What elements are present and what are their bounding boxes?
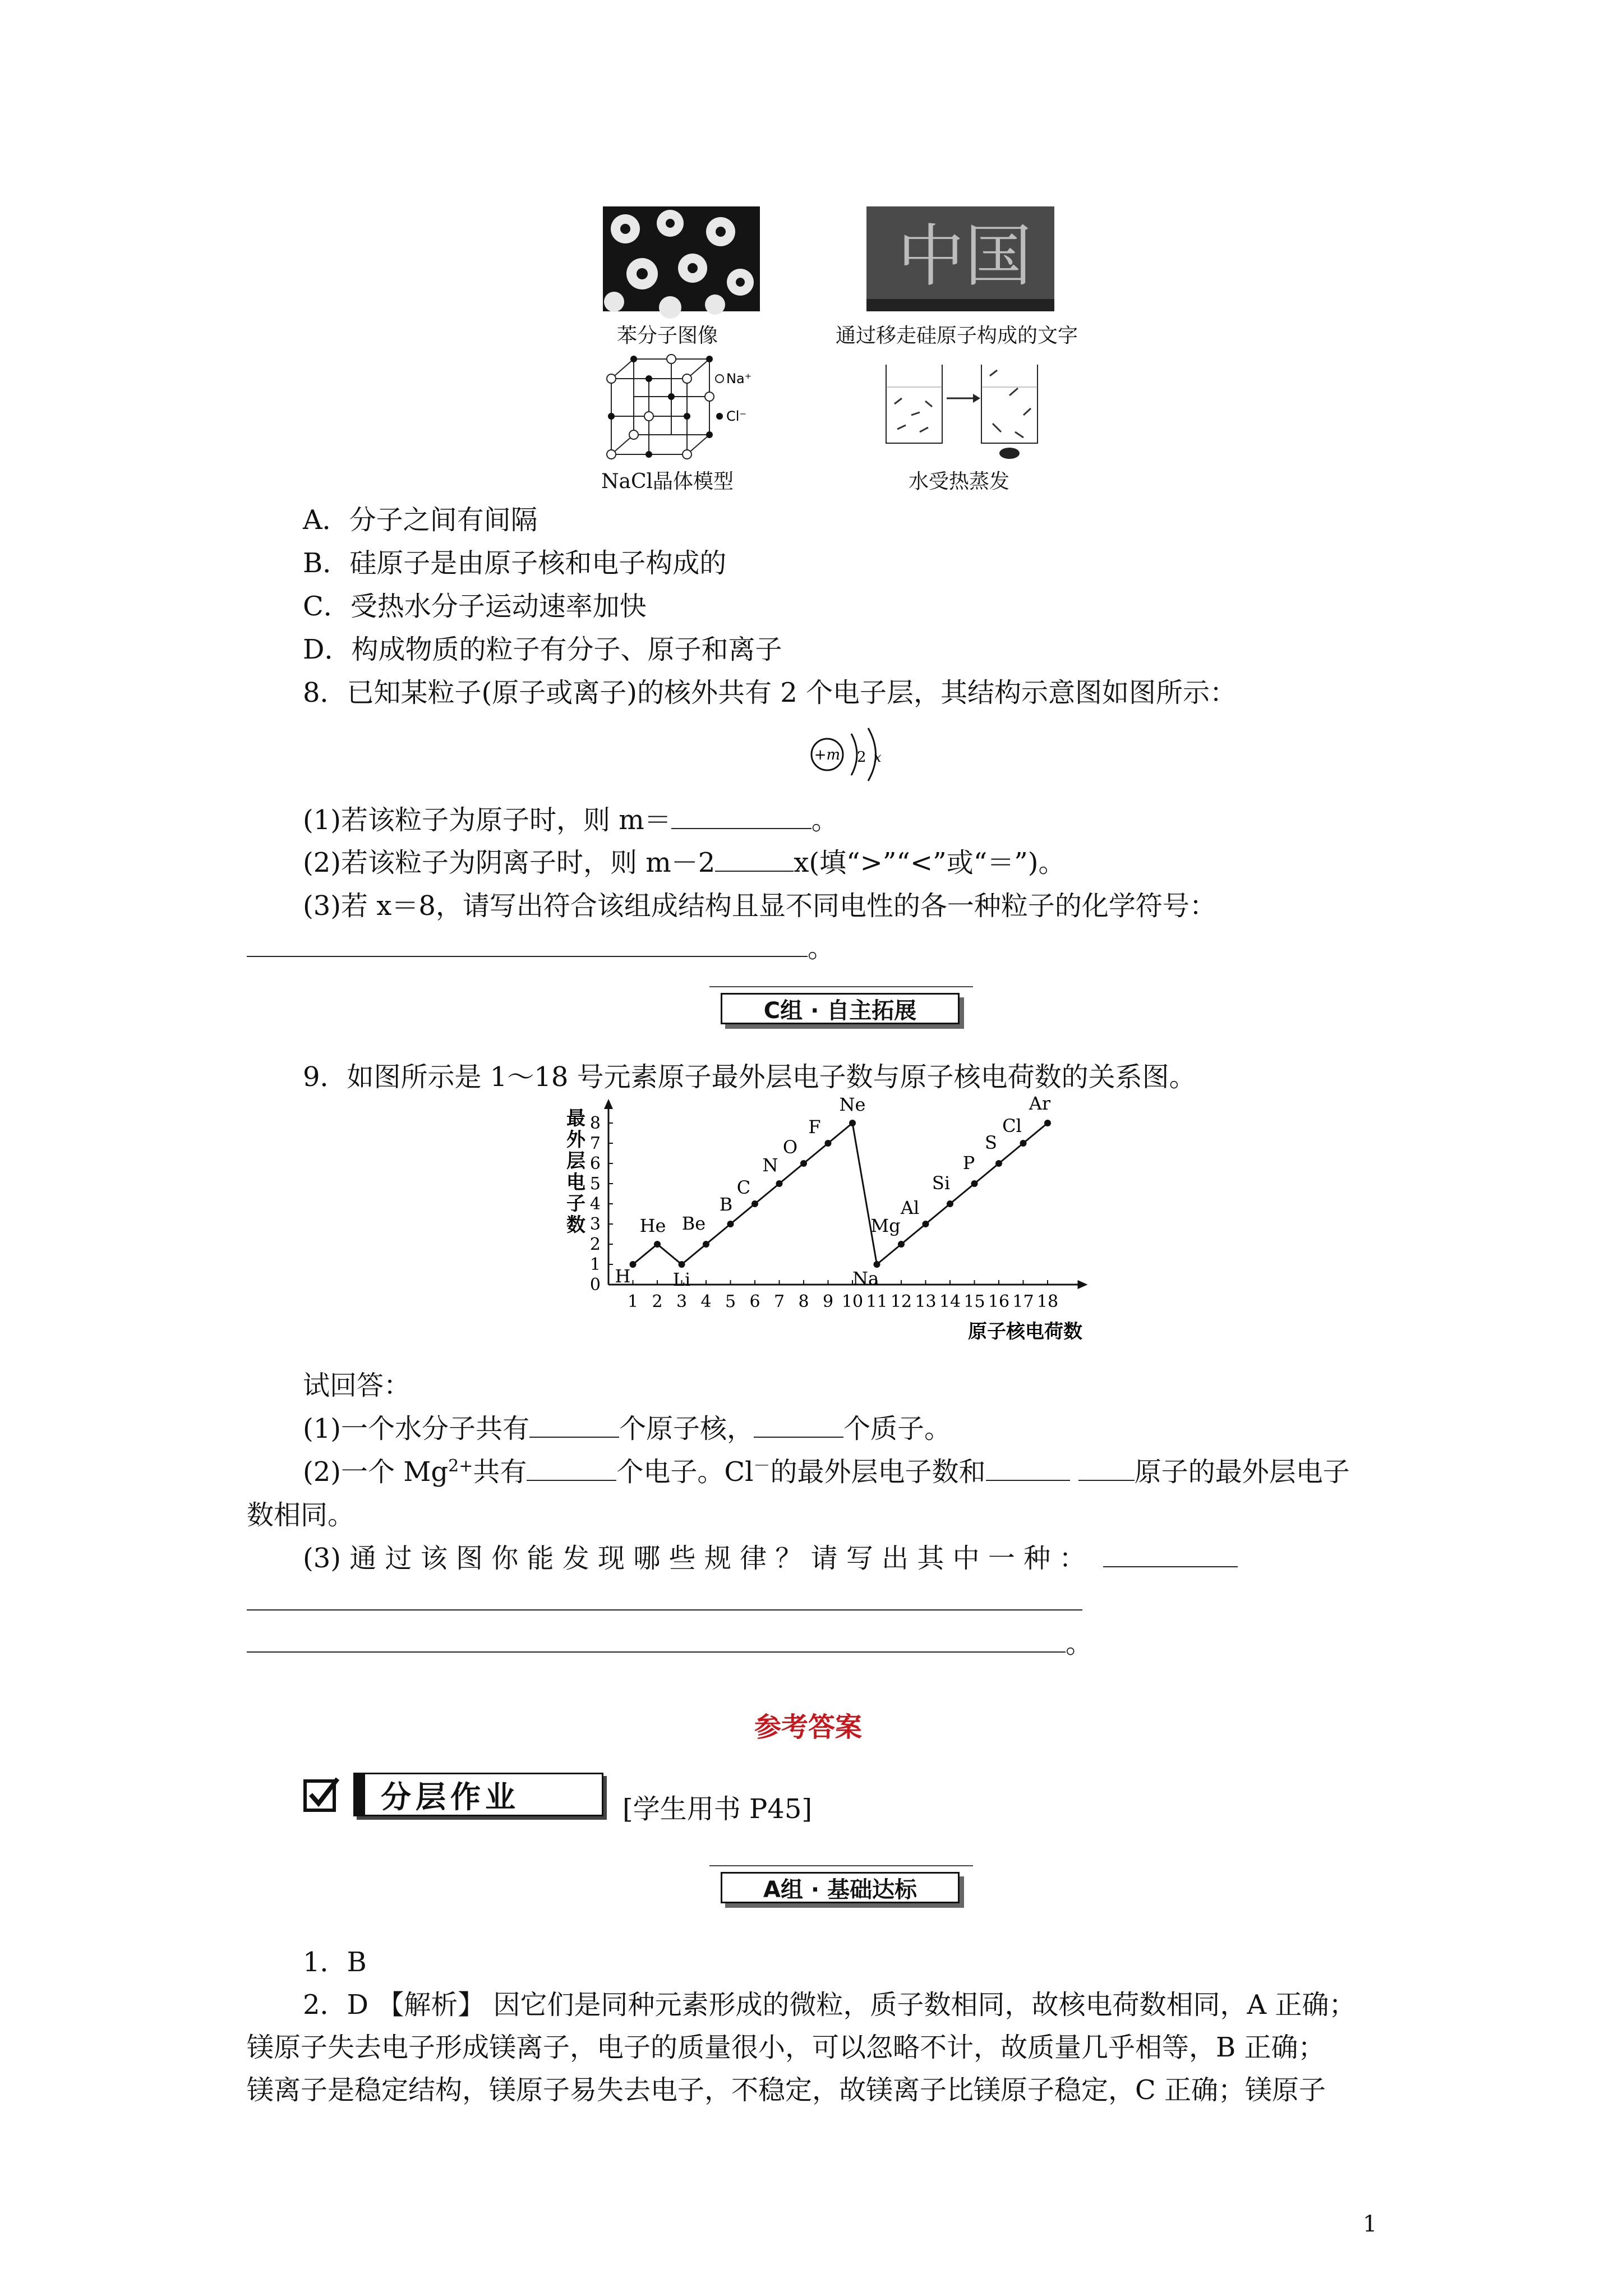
x-tick-label: 6: [749, 1292, 760, 1312]
x-axis-arrow: [1078, 1280, 1088, 1289]
svg-text:x: x: [874, 749, 882, 765]
point-na: [874, 1261, 880, 1268]
point-li: [679, 1261, 685, 1268]
q8-blank-1[interactable]: [671, 803, 811, 829]
y-tick-label: 1: [589, 1255, 601, 1274]
x-tick-label: 11: [866, 1292, 888, 1312]
q8-blank-2[interactable]: [715, 846, 794, 872]
x-tick-label: 17: [1012, 1292, 1034, 1312]
section-c-title: C组 · 自主拓展: [721, 993, 960, 1024]
point-p: [971, 1180, 978, 1187]
section-a-header: [709, 1865, 973, 1906]
answers-title: 参考答案: [754, 1711, 863, 1743]
chart-svg: [550, 1093, 1144, 1355]
svg-text:Cl⁻: Cl⁻: [726, 408, 747, 424]
q9-blank-8[interactable]: [247, 1627, 1066, 1653]
x-tick-label: 12: [890, 1292, 912, 1312]
label-s: S: [985, 1132, 997, 1153]
y-tick-label: 4: [589, 1194, 601, 1214]
page-number: 1: [1363, 2211, 1377, 2237]
q9-blank-6[interactable]: [1103, 1542, 1238, 1567]
label-he: He: [639, 1215, 666, 1236]
caption-silicon: 通过移走硅原子构成的文字: [836, 324, 1078, 347]
q9-blank-1[interactable]: [529, 1412, 619, 1438]
y-tick-label: 7: [589, 1134, 601, 1153]
q9-blank-2[interactable]: [754, 1412, 843, 1438]
label-mg: Mg: [870, 1215, 901, 1236]
x-tick-label: 14: [939, 1292, 961, 1312]
point-al: [923, 1221, 929, 1227]
y-tick-label: 6: [589, 1154, 601, 1174]
label-be: Be: [681, 1213, 706, 1234]
q8-part3: (3)若 x＝8，请写出符合该组成结构且显不同电性的各一种粒子的化学符号：: [303, 890, 1216, 922]
label-f: F: [808, 1116, 821, 1138]
section-a-title: A组 · 基础达标: [721, 1872, 960, 1903]
label-ne: Ne: [839, 1094, 866, 1115]
x-tick-label: 1: [627, 1292, 639, 1312]
figure-benzene: [603, 206, 760, 311]
answer-1: 1．B: [303, 1947, 367, 1978]
y-axis-arrow: [604, 1099, 613, 1109]
point-s: [995, 1160, 1002, 1167]
q9-part1: (1)一个水分子共有 个原子核， 个质子。: [303, 1413, 952, 1444]
q9-blank-4[interactable]: [986, 1455, 1070, 1481]
x-tick-label: 15: [963, 1292, 985, 1312]
q9-part2: (2)一个 $Mg^{2+}$共有 个电子。Cl－的最外层电子数和 原子的最外层电子: [303, 1456, 1350, 1488]
answer-2-line3: 镁离子是稳定结构，镁原子易失去电子，不稳定，故镁离子比镁原子稳定，C 正确；镁原子: [247, 2074, 1326, 2106]
label-al: Al: [900, 1197, 920, 1218]
q8-part3-answer: 。: [247, 931, 834, 965]
caption-benzene: 苯分子图像: [617, 324, 718, 347]
atom-structure-diagram: [802, 724, 897, 785]
label-b: B: [719, 1194, 733, 1215]
x-axis-label: 原子核电荷数: [968, 1320, 1082, 1343]
svg-text:+m: +m: [814, 747, 841, 763]
point-be: [703, 1241, 709, 1248]
point-si: [947, 1200, 953, 1207]
point-he: [654, 1241, 661, 1248]
x-tick-label: 5: [725, 1292, 736, 1312]
q8-part1: (1)若该粒子为原子时，则 m＝ 。: [303, 804, 838, 836]
figure-nacl: [603, 353, 752, 460]
caption-water: 水受热蒸发: [909, 470, 1010, 493]
q8-part2: (2)若该粒子为阴离子时，则 m－2 x(填“>”“<”或“＝”)。: [303, 847, 1066, 878]
point-ne: [849, 1120, 856, 1126]
x-tick-label: 10: [841, 1292, 864, 1312]
q8-blank-3[interactable]: [247, 931, 808, 957]
q9-part3-line2: [247, 1585, 1082, 1618]
q7-option-b: B．硅原子是由原子核和电子构成的: [303, 547, 727, 579]
q9-blank-7[interactable]: [247, 1585, 1082, 1611]
point-n: [776, 1180, 783, 1187]
label-si: Si: [932, 1172, 951, 1194]
label-n: N: [762, 1154, 778, 1176]
point-o: [800, 1160, 807, 1167]
label-o: O: [782, 1137, 798, 1158]
answer-2-line1: 2．D 【解析】 因它们是同种元素形成的微粒，质子数相同，故核电荷数相同，A 正确；: [303, 1989, 1356, 2021]
x-tick-label: 7: [773, 1292, 785, 1312]
point-c: [751, 1200, 758, 1207]
tag-label: 分层作业: [381, 1779, 520, 1815]
caption-nacl: NaCl晶体模型: [601, 470, 734, 493]
x-tick-label: 18: [1036, 1292, 1059, 1312]
q7-option-a: A．分子之间有间隔: [303, 504, 538, 536]
answer-2-line2: 镁原子失去电子形成镁离子，电子的质量很小，可以忽略不计，故质量几乎相等，B 正确；: [247, 2032, 1325, 2063]
x-tick-label: 8: [798, 1292, 809, 1312]
point-cl: [1020, 1140, 1027, 1147]
element-chart: [550, 1093, 1144, 1355]
label-li: Li: [672, 1269, 691, 1290]
x-tick-label: 4: [700, 1292, 712, 1312]
y-tick-label: 5: [589, 1174, 601, 1194]
q9-ask: 试回答：: [303, 1370, 411, 1401]
y-tick-label: 8: [589, 1114, 601, 1133]
y-tick-label: 3: [589, 1214, 601, 1234]
q9-blank-3[interactable]: [527, 1455, 616, 1481]
q9-blank-5[interactable]: [1078, 1455, 1135, 1481]
q7-option-d: D．构成物质的粒子有分子、原子和离子: [303, 634, 782, 665]
point-mg: [898, 1241, 905, 1248]
tag-box: [353, 1773, 603, 1816]
point-ar: [1044, 1120, 1051, 1126]
x-tick-label: 3: [676, 1292, 688, 1312]
q7-option-c: C．受热水分子运动速率加快: [303, 591, 647, 622]
svg-text:Na⁺: Na⁺: [726, 371, 752, 386]
label-cl: Cl: [1002, 1115, 1022, 1137]
label-c: C: [736, 1177, 751, 1198]
checkbox-icon: [303, 1775, 336, 1809]
q9-part2-cont: 数相同。: [247, 1499, 355, 1531]
svg-text:2: 2: [857, 749, 866, 766]
y-tick-label: 0: [589, 1275, 601, 1295]
q8-stem: 8．已知某粒子(原子或离子)的核外共有 2 个电子层，其结构示意图如图所示：: [303, 677, 1237, 708]
y-tick-label: 2: [589, 1235, 601, 1254]
figure-silicon-text: [866, 206, 1054, 311]
x-tick-label: 16: [988, 1292, 1010, 1312]
q9-stem: 9．如图所示是 1～18 号元素原子最外层电子数与原子核电荷数的关系图。: [303, 1061, 1196, 1093]
x-tick-label: 13: [915, 1292, 937, 1312]
svg-text:最外层电子数: 最外层电子数: [566, 1107, 585, 1236]
point-b: [727, 1221, 734, 1227]
x-tick-label: 9: [822, 1292, 834, 1312]
y-axis-label: [566, 1107, 586, 1236]
figure-water: [880, 353, 1049, 460]
q9-part3: (3) 通 过 该 图 你 能 发 现 哪 些 规 律 ？ 请 写 出 其 中 一 种 ：: [303, 1542, 1238, 1575]
label-na: Na: [852, 1268, 879, 1289]
label-ar: Ar: [1029, 1093, 1051, 1114]
x-tick-label: 2: [652, 1292, 663, 1312]
label-p: P: [962, 1152, 975, 1174]
point-f: [825, 1140, 832, 1147]
q9-part3-line3: 。: [247, 1627, 1092, 1660]
label-h: H: [615, 1266, 631, 1287]
book-reference: [学生用书 P45]: [623, 1793, 813, 1825]
section-c-header: [709, 986, 973, 1027]
silicon-chars: 中国: [897, 218, 1032, 296]
